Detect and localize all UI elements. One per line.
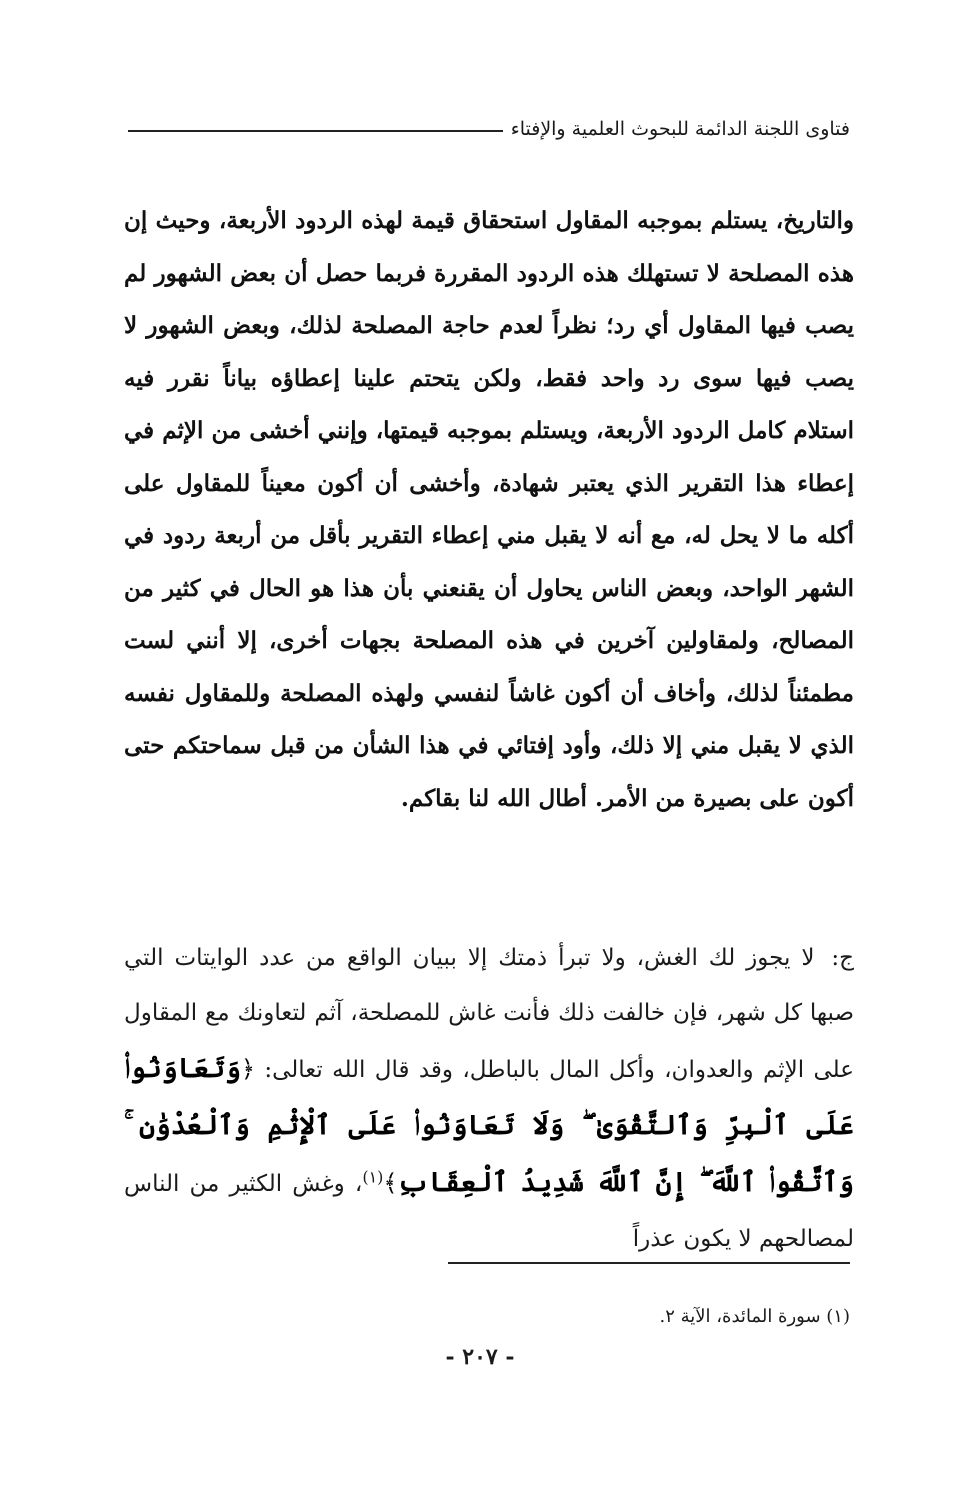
verse-close-bracket: ﴾ bbox=[383, 1169, 398, 1197]
verse-open-bracket: ﴿ bbox=[240, 1055, 255, 1083]
running-header-title: فتاوى اللجنة الدائمة للبحوث العلمية والإفتاء bbox=[510, 118, 850, 140]
running-header bbox=[128, 112, 850, 146]
answer-prefix: ج: bbox=[831, 945, 855, 971]
header-rule bbox=[128, 130, 503, 132]
footnote: (١) سورة المائدة، الآية ٢. bbox=[659, 1306, 850, 1327]
page-number: - ٢٠٧ - bbox=[445, 1344, 515, 1370]
quran-verse: وَتَعَاوَنُوا۟ عَلَى ٱلْبِرِّ وَٱلتَّقْوَىٰ ۖ وَلَا تَعَاوَنُوا۟ عَلَى ٱلْإِثْمِ وَٱلْعُدْوَٰنِ ۚ وَٱتَّقُوا۟ ٱللَّهَ ۖ إِنَّ ٱللَّهَ شَدِيدُ ٱلْعِقَابِ bbox=[124, 1053, 855, 1198]
footnote-marker: (١) bbox=[362, 1167, 384, 1187]
footnote-rule bbox=[448, 1262, 850, 1264]
answer-paragraph bbox=[124, 931, 854, 1267]
answer-continuation: ، وغش الكثير من الناس لمصالحهم لا يكون عذراً bbox=[124, 1171, 854, 1252]
answer-text: لا يجوز لك الغش، ولا تبرأ ذمتك إلا ببيان الواقع من عدد الوايتات التي صبها كل شهر، فإن خالفت ذلك فأنت غاش للمصلحة، آثم لتعاونك مع المقاول على الإثم والعدوان، وأكل المال بالباطل، وقد قال الله تعالى: bbox=[124, 945, 855, 1083]
question-paragraph: والتاريخ، يستلم بموجبه المقاول استحقاق قيمة لهذه الردود الأربعة، وحيث إن هذه المصلحة لا تستهلك هذه الردود المقررة فربما حصل أن بعض الشهور لم يصب فيها المقاول أي رد؛ نظراً لعدم حاجة المصلحة لذلك، وبعض الشهور لا يصب فيها سوى رد واحد فقط، ولكن يتحتم علينا إعطاؤه بياناً نقرر فيه استلام كامل الردود الأربعة، ويستلم بموجبه قيمتها، وإنني أخشى من الإثم في إعطاء هذا التقرير الذي يعتبر شهادة، وأخشى أن أكون معيناً للمقاول على أكله ما لا يحل له، مع أنه لا يقبل مني إعطاء التقرير بأقل من أربعة ردود في الشهر الواحد، وبعض الناس يحاول أن يقنعني بأن هذا هو الحال في كثير من المصالح، ولمقاولين آخرين في هذه المصلحة بجهات أخرى، إلا أنني لست مطمئناً لذلك، وأخاف أن أكون غاشاً لنفسي ولهذه المصلحة وللمقاول نفسه الذي لا يقبل مني إلا ذلك، وأود إفتائي في هذا الشأن من قبل سماحتكم حتى أكون على بصيرة من الأمر. أطال الله لنا بقاكم. bbox=[124, 207, 854, 812]
